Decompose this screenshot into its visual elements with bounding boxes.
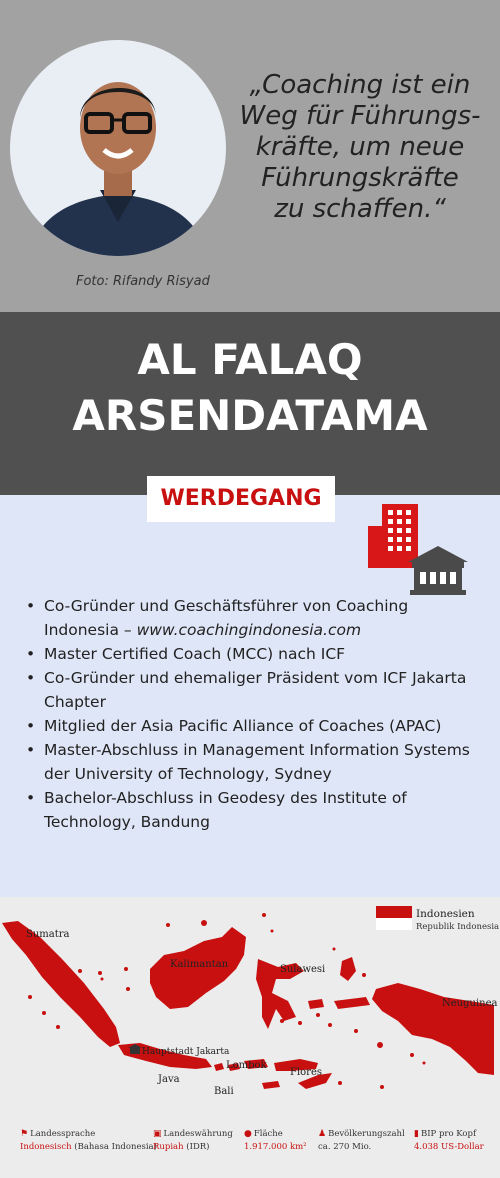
quote-line: zu schaffen.“ (274, 194, 446, 224)
portrait-illustration (10, 40, 226, 256)
list-item-text: Bachelor-Abschluss in Geodesy des Institute of Technology, Bandung (44, 789, 407, 831)
list-item-text: Co-Gründer und Geschäftsführer von Coaching Indonesia – (44, 597, 409, 639)
island-sumba (262, 1081, 280, 1089)
quote-line: Weg für Führungs- (239, 101, 481, 131)
island-halmahera (340, 957, 356, 981)
island-seram (334, 997, 370, 1009)
list-item-text: Co-Gründer und ehemaliger Präsident vom ICF Jakarta Chapter (44, 669, 467, 711)
map-label-sulawesi: Sulawesi (280, 964, 326, 975)
globe-icon: ● (244, 1129, 252, 1139)
fact-value: Rupiah (153, 1142, 184, 1152)
person-name (0, 332, 500, 444)
fact-label: Fläche (253, 1129, 283, 1139)
map-label-sumatra: Sumatra (26, 929, 70, 940)
money-icon: ▣ (153, 1129, 162, 1139)
fact-label: Bevölkerungszahl (328, 1129, 405, 1139)
list-item (24, 786, 484, 834)
building-icons (364, 504, 468, 596)
map-label-lombok: Lombok (226, 1060, 267, 1071)
facts-row (0, 1128, 500, 1168)
list-item-text: Master-Abschluss in Management Information Systems der University of Technology, Sydney (44, 741, 470, 783)
flag-icon: ⚑ (20, 1129, 29, 1139)
fact-language (20, 1128, 157, 1154)
fact-value: 4.038 US-Dollar (414, 1142, 484, 1152)
section-title: WERDEGANG (147, 476, 335, 522)
list-item (24, 642, 484, 666)
name-line-1: AL FALAQ (137, 335, 363, 384)
map-label-neuguinea: Neuguinea (442, 998, 498, 1009)
list-item (24, 666, 484, 714)
fact-value-extra: (IDR) (183, 1142, 210, 1152)
fact-label: Landessprache (30, 1129, 96, 1139)
fact-gdp (414, 1128, 484, 1154)
island-buru (308, 999, 324, 1009)
legend-subtitle: Republik Indonesia (416, 922, 500, 932)
bar-chart-icon: ▮ (414, 1129, 419, 1139)
legend-title: Indonesien (416, 908, 475, 920)
quote-line: kräfte, um neue (255, 132, 465, 162)
people-icon: ♟ (318, 1129, 327, 1139)
island-bali (214, 1063, 224, 1071)
list-item (24, 714, 484, 738)
quote-line: „Coaching ist ein (249, 70, 471, 100)
name-line-2: ARSENDATAMA (72, 391, 428, 440)
fact-value: ca. 270 Mio. (318, 1142, 372, 1152)
fact-population (318, 1128, 405, 1154)
list-item-text: Master Certified Coach (MCC) nach ICF (44, 645, 346, 663)
map-label-java: Java (158, 1074, 180, 1085)
career-list (24, 594, 484, 834)
map-label-bali: Bali (214, 1086, 234, 1097)
fact-label: BIP pro Kopf (420, 1129, 477, 1139)
map-label-flores: Flores (290, 1067, 322, 1078)
fact-area (244, 1128, 307, 1154)
quote-text (232, 70, 488, 225)
fact-value-extra: (Bahasa Indonesia) (71, 1142, 157, 1152)
list-item-text: Mitglied der Asia Pacific Alliance of Coaches (APAC) (44, 717, 442, 735)
fact-currency (153, 1128, 233, 1154)
list-item (24, 738, 484, 786)
list-item (24, 594, 484, 642)
quote-line: Führungskräfte (261, 163, 459, 193)
fact-value: 1.917.000 km² (244, 1142, 307, 1152)
institution-icon (408, 546, 468, 595)
photo-credit: Foto: Rifandy Risyad (76, 274, 210, 289)
fact-label: Landeswährung (163, 1129, 233, 1139)
fact-value: Indonesisch (20, 1142, 72, 1152)
indonesia-flag-icon (376, 906, 412, 930)
portrait-photo (10, 40, 226, 256)
island-papua (372, 983, 494, 1075)
website-link[interactable]: www.coachingindonesia.com (136, 621, 362, 639)
map-label-kalimantan: Kalimantan (170, 959, 229, 970)
map-label-jakarta: Hauptstadt Jakarta (142, 1047, 230, 1057)
